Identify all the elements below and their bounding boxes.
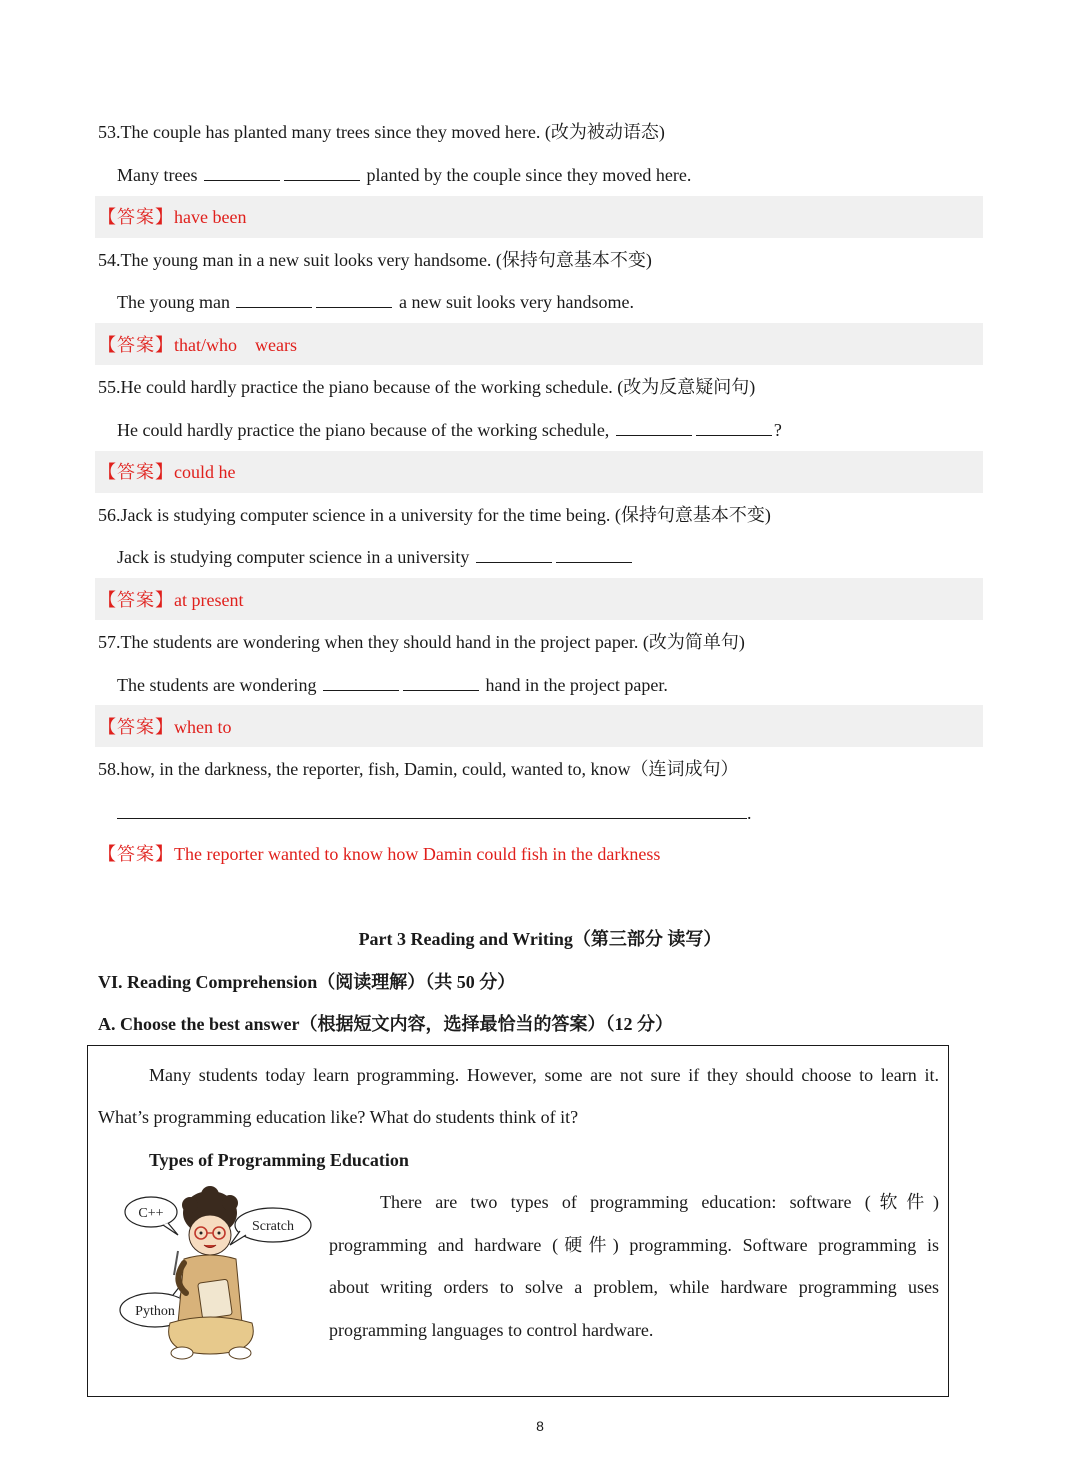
answer-blank[interactable] — [403, 674, 479, 691]
answer-58: 【答案】The reporter wanted to know how Damin could fish in the darkness — [98, 844, 661, 864]
answer-55: 【答案】could he — [98, 462, 236, 482]
answer-blank[interactable] — [204, 164, 280, 181]
bubble-label: Scratch — [252, 1219, 294, 1234]
answer-53: 【答案】have been — [98, 207, 247, 227]
q53-prefix: Many trees — [117, 165, 198, 185]
question-57: 57.The students are wondering when they should hand in the project paper. (改为简单句) — [98, 632, 745, 652]
answer-57: 【答案】when to — [98, 717, 232, 737]
page-number: 8 — [536, 1418, 544, 1434]
question-54: 54.The young man in a new suit looks very handsome. (保持句意基本不变) — [98, 250, 652, 270]
q55-suffix: ? — [773, 420, 782, 440]
question-57-blank-line — [117, 673, 668, 697]
answer-56: 【答案】at present — [98, 590, 244, 610]
answer-blank[interactable] — [556, 546, 632, 563]
question-56-blank-line — [117, 545, 634, 569]
passage-body-line1: There are two types of programming education: software (软件) — [380, 1192, 939, 1212]
q57-suffix: hand in the project paper. — [485, 675, 668, 695]
q58-end-mark: . — [747, 803, 752, 823]
question-55-blank-line — [117, 418, 782, 442]
passage-body-line2: programming and hardware (硬件) programming. Software programming is — [329, 1235, 939, 1255]
question-53-blank-line — [117, 163, 691, 187]
passage-body-line3: about writing orders to solve a problem, while hardware programming uses — [329, 1277, 939, 1297]
answer-54: 【答案】that/who wears — [98, 335, 297, 355]
answer-blank[interactable] — [316, 291, 392, 308]
section6-heading: VI. Reading Comprehension（阅读理解）（共 50 分） — [98, 972, 516, 992]
question-55: 55.He could hardly practice the piano because of the working schedule. (改为反意疑问句) — [98, 377, 756, 397]
q53-suffix: planted by the couple since they moved here. — [366, 165, 692, 185]
student-illustration — [118, 1183, 318, 1373]
q55-prefix: He could hardly practice the piano because of the working schedule, — [117, 420, 610, 440]
q54-prefix: The young man — [117, 292, 230, 312]
question-53: 53.The couple has planted many trees since they moved here. (改为被动语态) — [98, 122, 665, 142]
bubble-cpp — [125, 1197, 178, 1235]
question-56: 56.Jack is studying computer science in a university for the time being. (保持句意基本不变) — [98, 505, 771, 525]
bubble-scratch — [230, 1208, 311, 1245]
answer-blank[interactable] — [616, 419, 692, 436]
answer-blank[interactable] — [476, 546, 552, 563]
passage-intro-line2: What’s programming education like? What do students think of it? — [98, 1107, 579, 1127]
answer-blank[interactable] — [236, 291, 312, 308]
character — [169, 1186, 254, 1359]
answer-blank[interactable] — [323, 674, 399, 691]
q54-suffix: a new suit looks very handsome. — [398, 292, 634, 312]
part3-heading: Part 3 Reading and Writing（第三部分 读写） — [358, 929, 722, 949]
bubble-label: Python — [135, 1304, 175, 1319]
answer-blank[interactable] — [696, 419, 772, 436]
passage-subheading: Types of Programming Education — [149, 1150, 409, 1170]
q57-prefix: The students are wondering — [117, 675, 317, 695]
question-58-blank-line — [117, 800, 752, 825]
sectionA-heading: A. Choose the best answer（根据短文内容，选择最恰当的答案）（12 分） — [98, 1014, 673, 1034]
passage-intro-line1: Many students today learn programming. However, some are not sure if they should choose to learn it. — [149, 1065, 939, 1085]
q56-prefix: Jack is studying computer science in a university — [117, 547, 470, 567]
sentence-blank[interactable] — [117, 800, 747, 819]
question-54-blank-line — [117, 290, 634, 314]
bubble-label: C++ — [138, 1206, 164, 1221]
question-58: 58.how, in the darkness, the reporter, fish, Damin, could, wanted to, know（连词成句） — [98, 759, 739, 779]
answer-blank[interactable] — [284, 164, 360, 181]
passage-body-line4: programming languages to control hardware. — [329, 1320, 654, 1340]
